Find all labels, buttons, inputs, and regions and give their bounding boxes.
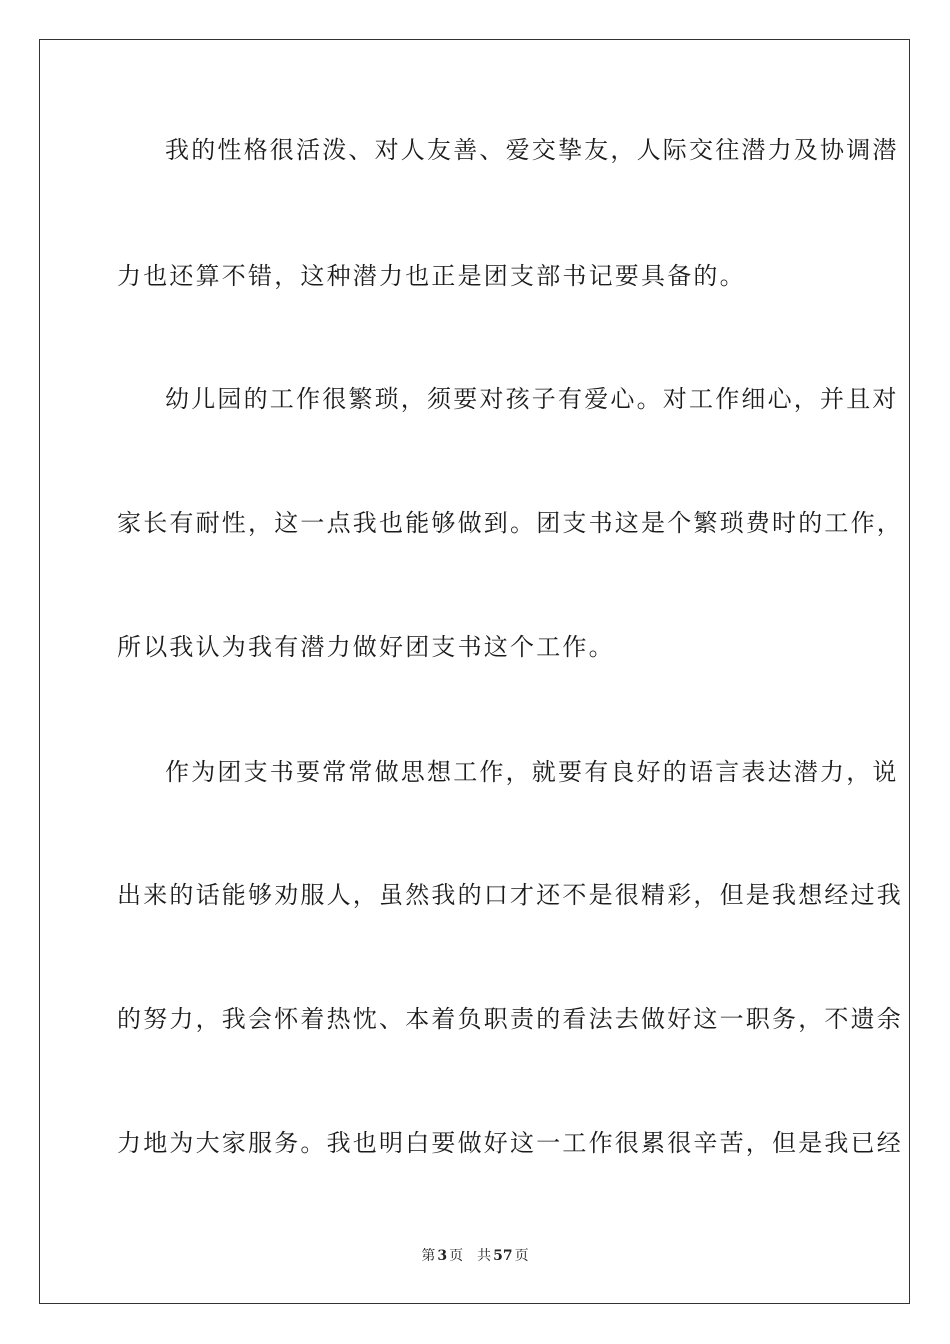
total-suffix: 页 bbox=[514, 1248, 529, 1264]
paragraph-2-line-3: 所以我认为我有潜力做好团支书这个工作。 bbox=[117, 633, 615, 661]
paragraph-3-line-3: 的努力，我会怀着热忱、本着负职责的看法去做好这一职务，不遗余 bbox=[117, 1005, 903, 1033]
total-prefix: 共 bbox=[477, 1248, 492, 1264]
paragraph-2-line-2: 家长有耐性，这一点我也能够做到。团支书这是个繁琐费时的工作， bbox=[117, 509, 903, 537]
paragraph-3-line-1: 作为团支书要常常做思想工作，就要有良好的语言表达潜力，说 bbox=[165, 758, 899, 786]
paragraph-1-line-2: 力也还算不错，这种潜力也正是团支部书记要具备的。 bbox=[117, 262, 746, 290]
page-prefix: 第 bbox=[421, 1248, 436, 1264]
paragraph-2-line-1: 幼儿园的工作很繁琐，须要对孩子有爱心。对工作细心，并且对 bbox=[165, 385, 899, 413]
paragraph-3-line-2: 出来的话能够劝服人，虽然我的口才还不是很精彩，但是我想经过我 bbox=[117, 881, 903, 909]
total-pages: 57 bbox=[493, 1248, 513, 1264]
page-border bbox=[39, 39, 910, 1304]
page-number: 3 bbox=[437, 1248, 448, 1264]
page-suffix: 页 bbox=[449, 1248, 464, 1264]
page-footer bbox=[0, 1247, 950, 1265]
paragraph-3-line-4: 力地为大家服务。我也明白要做好这一工作很累很辛苦，但是我已经 bbox=[117, 1129, 903, 1157]
paragraph-1-line-1: 我的性格很活泼、对人友善、爱交挚友，人际交往潜力及协调潜 bbox=[165, 136, 899, 164]
